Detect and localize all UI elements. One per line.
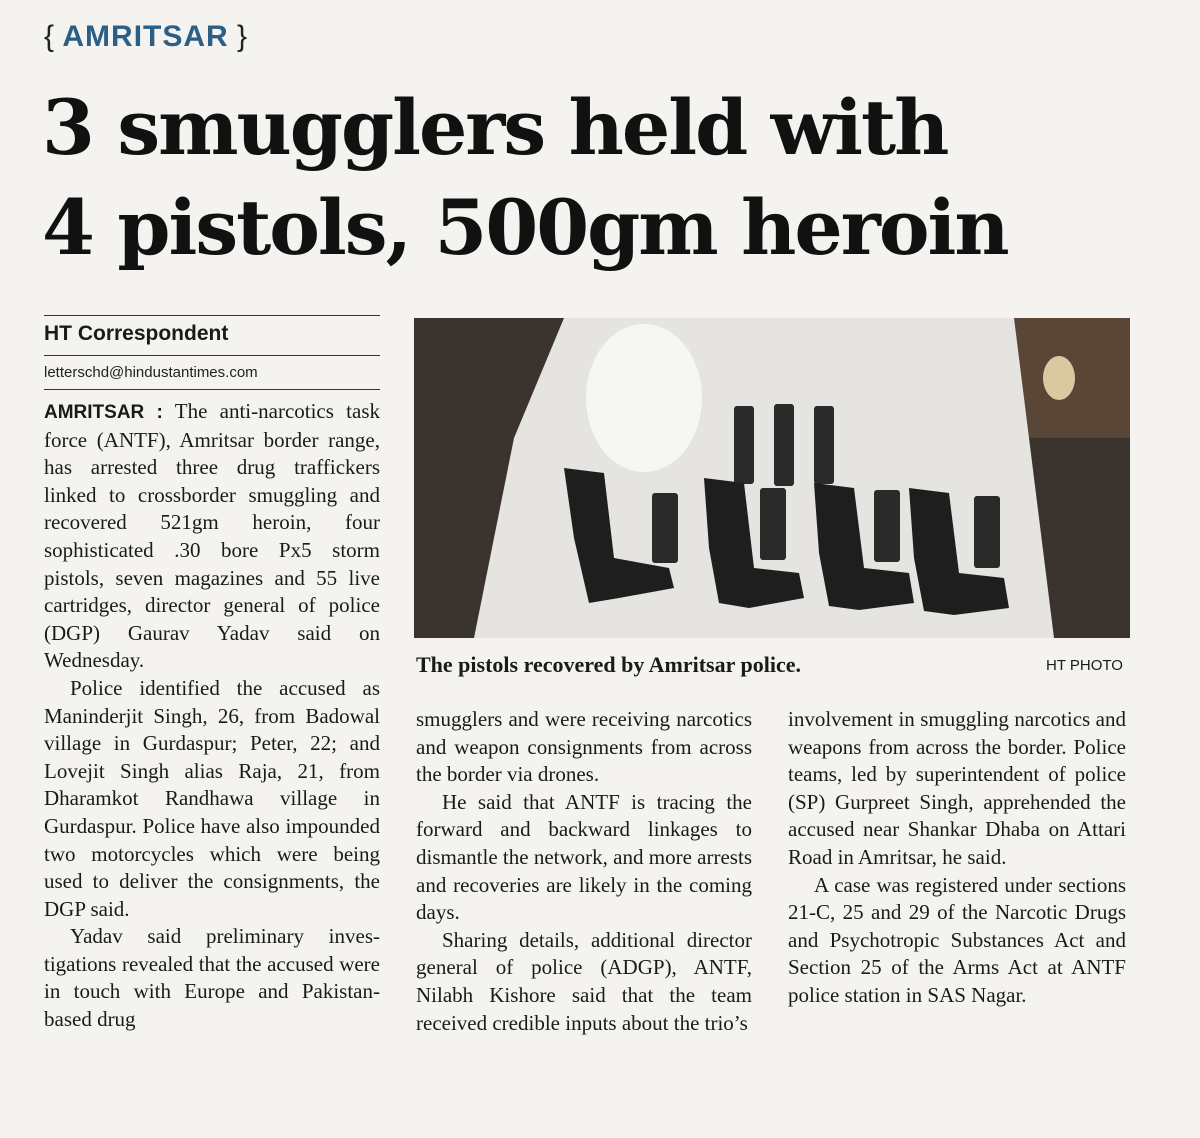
photo-illustration: [414, 318, 1130, 638]
tag-open-brace: {: [44, 20, 55, 53]
photo-credit: HT PHOTO: [1046, 657, 1123, 674]
paragraph-2: Police identified the accused as Maninderjit Singh, 26, from Badowal village in Gurdaspur; Peter, 22; and Lovejit Singh alias Raja, 21, from Dharamkot Randhawa village in Gurdaspur. Police have also impounded two motorcycles which were being used to deliver the consignments, the DGP said.: [44, 675, 380, 921]
headline: [42, 78, 1162, 278]
section-tag: [44, 20, 247, 54]
article-column-3: [788, 706, 1126, 1010]
paragraph-4: smugglers and were receiving narcotics and weapon consignments from across the border via drones.: [416, 707, 752, 787]
paragraph-3: Yadav said preliminary investigations revealed that the accused were in touch with Europe and Pakistan-based drug: [44, 924, 380, 1032]
photo-lamp: [1043, 356, 1075, 400]
paragraph-1: [44, 398, 380, 675]
paragraph-6: Sharing details, additional director general of police (ADGP), ANTF, Nilabh Kishore said that the team received credible inputs about the trio’s: [416, 927, 752, 1035]
article-column-1: [44, 398, 380, 1034]
email-rule: [44, 389, 380, 390]
photo-caption: The pistols recovered by Amritsar police.: [416, 652, 801, 677]
dateline: AMRITSAR :: [44, 402, 163, 423]
byline-top-rule: [44, 315, 380, 316]
tag-close-brace: }: [237, 20, 248, 53]
article-column-2: [416, 706, 752, 1037]
headline-line-1: 3 smugglers held with: [42, 83, 948, 172]
byline-rule: [44, 355, 380, 356]
paragraph-8: A case was registered under sections 21-C, 25 and 29 of the Narcotic Drugs and Psychotropic Substances Act and Section 25 of the Arms Act at ANTF police station in SAS Nagar.: [788, 872, 1126, 1007]
section-place: AMRITSAR: [62, 20, 229, 53]
paragraph-5: He said that ANTF is tracing the forward and backward linkages to dismantle the network, and more arrests and recoveries are likely in the coming days.: [416, 789, 752, 925]
byline: HT Correspondent: [44, 322, 229, 345]
pistols-photo: [414, 318, 1130, 638]
heroin-packet: [586, 324, 702, 472]
paragraph-1-text: The anti-narcotics task force (ANTF), Amritsar border range, has arrested three drug traffickers linked to crossborder smuggling and recovered 521gm heroin, four sophisticated .30 bore Px5 storm pistols, seven magazines and 55 live cartridges, director general of police (DGP) Gaurav Yadav said on Wednesday.: [44, 399, 380, 673]
paragraph-7: involvement in smuggling narcotics and weapons from across the border. Police teams, led by superintendent of police (SP) Gurpreet Singh, apprehended the accused near Shankar Dhaba on Attari Road in Amritsar, he said.: [788, 707, 1126, 869]
author-email: letterschd@hindustantimes.com: [44, 364, 258, 381]
headline-line-2: 4 pistols, 500gm heroin: [42, 183, 1008, 272]
